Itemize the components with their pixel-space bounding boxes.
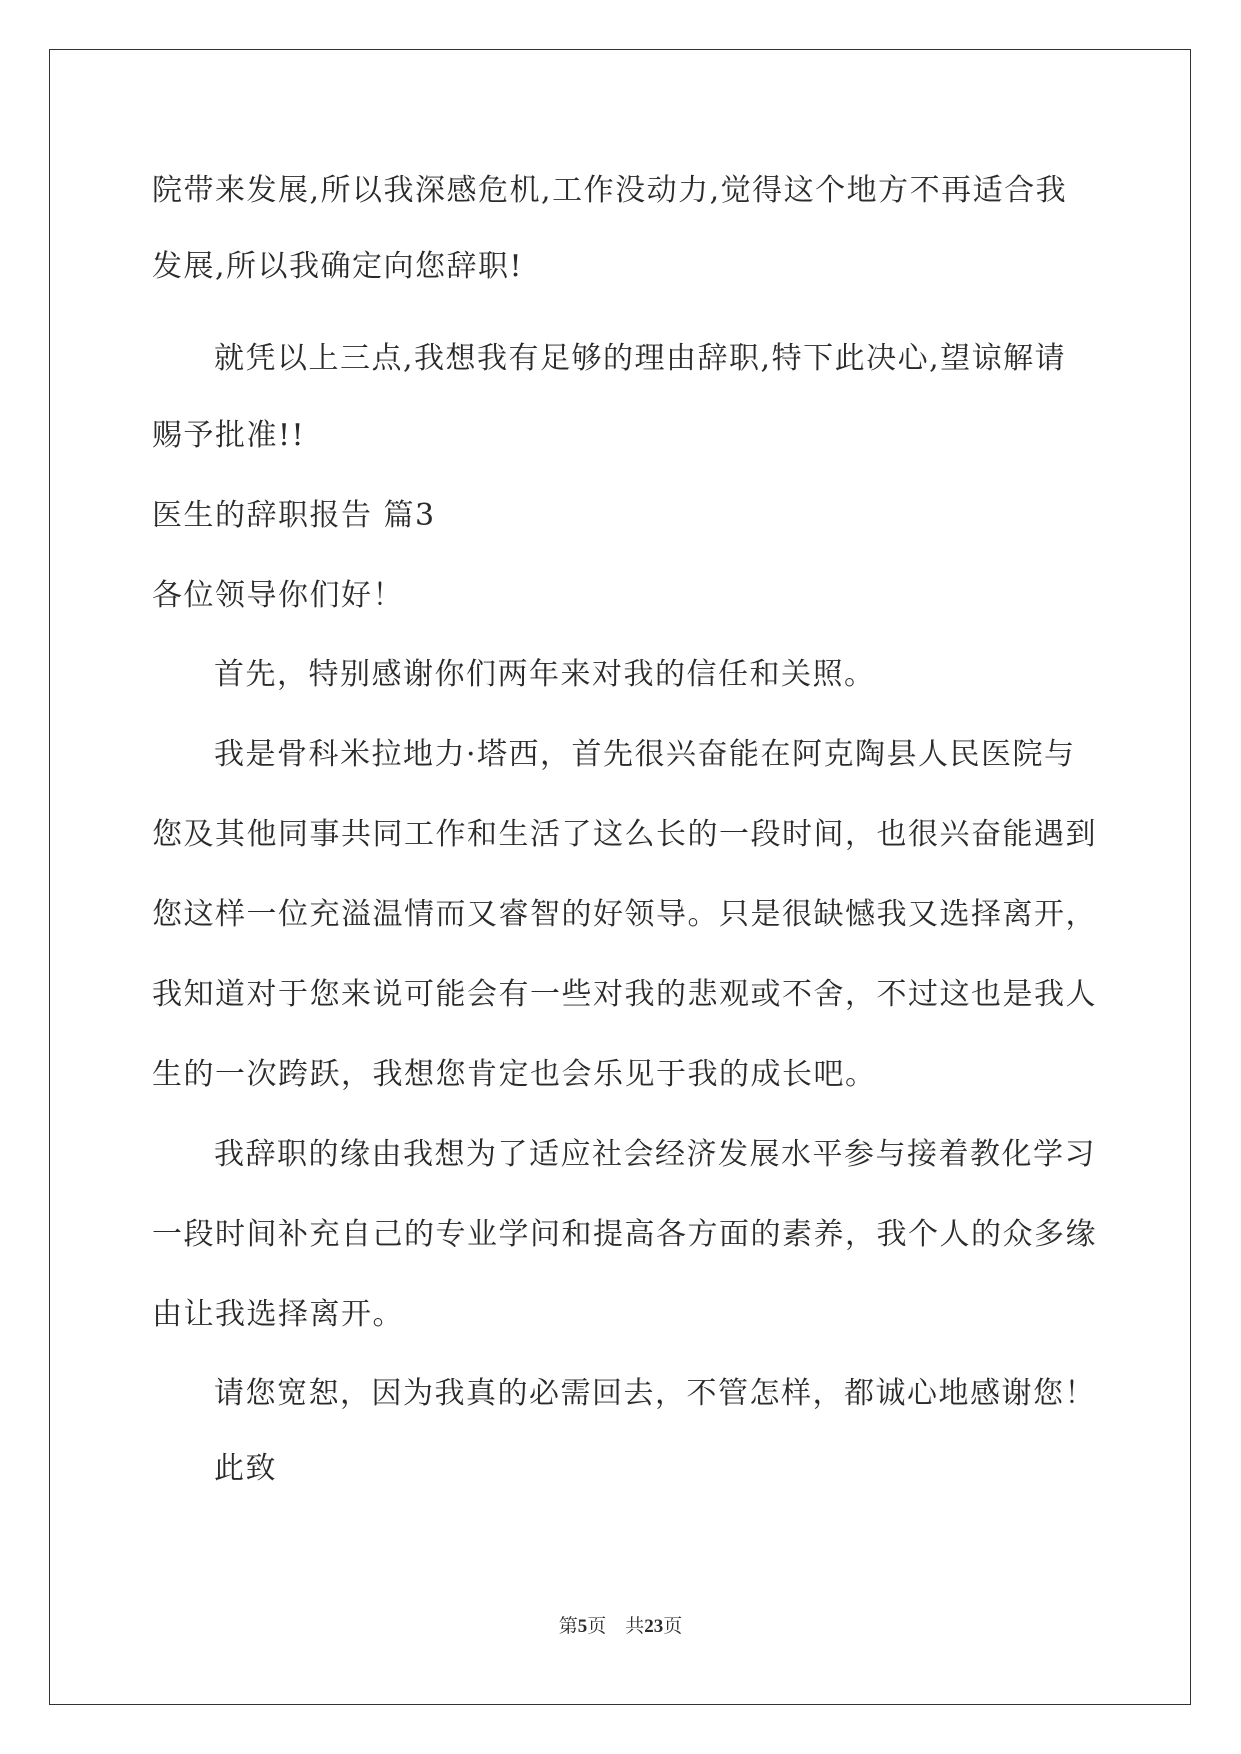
body-line-13: 我辞职的缘由我想为了适应社会经济发展水平参与接着教化学习 — [214, 1137, 1096, 1172]
footer-total-pages: 23 — [644, 1616, 664, 1637]
greeting: 各位领导你们好！ — [152, 578, 404, 613]
body-line-7: 首先，特别感谢你们两年来对我的信任和关照。 — [214, 657, 876, 692]
body-line-15: 由让我选择离开。 — [152, 1297, 404, 1332]
footer-page-number: 5 — [577, 1616, 588, 1637]
closing: 此致 — [214, 1451, 277, 1486]
body-line-9: 您及其他同事共同工作和生活了这么长的一段时间，也很兴奋能遇到 — [152, 817, 1097, 852]
body-line-11: 我知道对于您来说可能会有一些对我的悲观或不舍，不过这也是我人 — [152, 977, 1097, 1012]
footer-page-unit: 页 — [587, 1616, 607, 1637]
footer-total-prefix: 共 — [625, 1616, 645, 1637]
body-line-14: 一段时间补充自己的专业学问和提高各方面的素养，我个人的众多缘 — [152, 1217, 1097, 1252]
body-line-16: 请您宽恕，因为我真的必需回去，不管怎样，都诚心地感谢您！ — [214, 1376, 1096, 1411]
section-heading: 医生的辞职报告 篇3 — [152, 498, 436, 533]
body-line-1: 院带来发展,所以我深感危机,工作没动力,觉得这个地方不再适合我 — [152, 173, 1068, 208]
body-line-8: 我是骨科米拉地力·塔西，首先很兴奋能在阿克陶县人民医院与 — [214, 737, 1076, 772]
body-line-2: 发展,所以我确定向您辞职! — [152, 249, 524, 284]
body-line-4: 赐予批准!! — [152, 418, 306, 453]
footer-total-unit: 页 — [663, 1616, 683, 1637]
page-footer — [0, 1611, 1241, 1638]
footer-page-prefix: 第 — [558, 1616, 578, 1637]
body-line-12: 生的一次跨跃，我想您肯定也会乐见于我的成长吧。 — [152, 1057, 877, 1092]
body-line-10: 您这样一位充溢温情而又睿智的好领导。只是很缺憾我又选择离开， — [152, 897, 1097, 932]
body-line-3: 就凭以上三点,我想我有足够的理由辞职,特下此决心,望谅解请 — [214, 341, 1067, 376]
